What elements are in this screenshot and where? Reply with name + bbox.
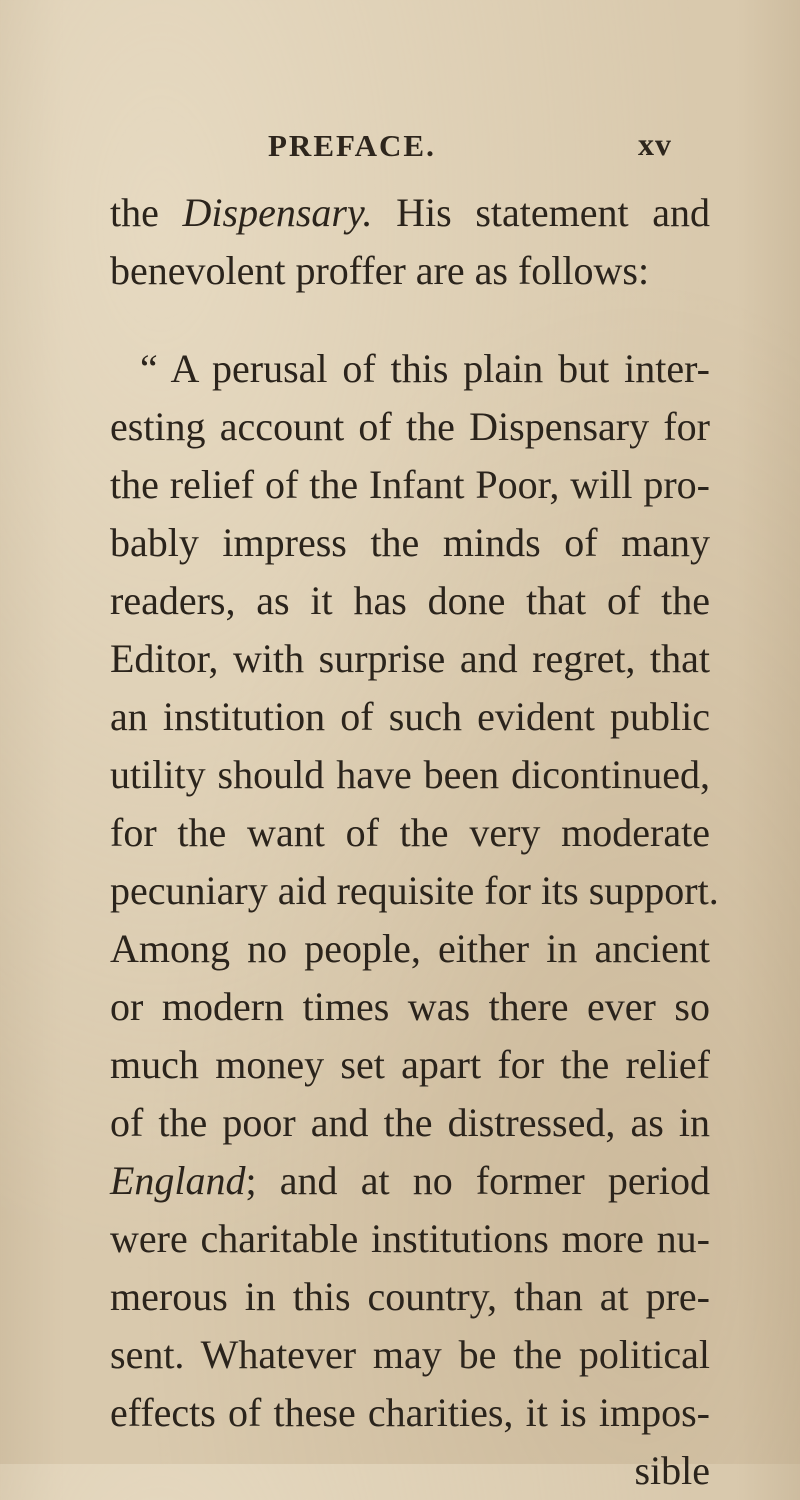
text-line: “ A perusal of this plain but inter- — [140, 346, 710, 391]
text-line: Editor, with surprise and regret, that — [110, 636, 710, 681]
text-line: an institution of such evident public — [110, 694, 710, 739]
text-span: the — [110, 190, 183, 235]
text-line: effects of these charities, it is impos- — [110, 1390, 710, 1435]
text-line: Among no people, either in ancient — [110, 926, 710, 971]
text-line: were charitable institutions more nu- — [110, 1216, 710, 1261]
text-line: esting account of the Dispensary for — [110, 404, 710, 449]
text-span: His statement and — [372, 190, 710, 235]
page-number: xv — [638, 126, 672, 162]
text-line: utility should have been dicontinued, — [110, 752, 710, 797]
text-span: ; and at no former period — [245, 1158, 710, 1203]
italic-term: England — [110, 1158, 246, 1203]
text-line: readers, as it has done that of the — [110, 578, 710, 623]
text-line: much money set apart for the relief — [110, 1042, 710, 1087]
text-line: bably impress the minds of many — [110, 520, 710, 565]
italic-term: Dispensary. — [182, 190, 373, 235]
text-line — [110, 1152, 710, 1210]
text-line — [110, 184, 710, 242]
running-head: PREFACE. — [268, 128, 436, 163]
text-line: pecuniary aid requisite for its support. — [110, 868, 719, 913]
catchword: sible — [634, 1448, 710, 1493]
text-line: merous in this country, than at pre- — [110, 1274, 710, 1319]
body-text — [110, 184, 719, 1500]
text-line: for the want of the very moderate — [110, 810, 710, 855]
text-line: sent. Whatever may be the political — [110, 1332, 710, 1377]
text-line: benevolent proffer are as follows: — [110, 248, 650, 293]
paragraph-gap — [110, 300, 710, 340]
text-line: the relief of the Infant Poor, will pro- — [110, 462, 710, 507]
text-line: of the poor and the distressed, as in — [110, 1100, 710, 1145]
text-line: or modern times was there ever so — [110, 984, 710, 1029]
